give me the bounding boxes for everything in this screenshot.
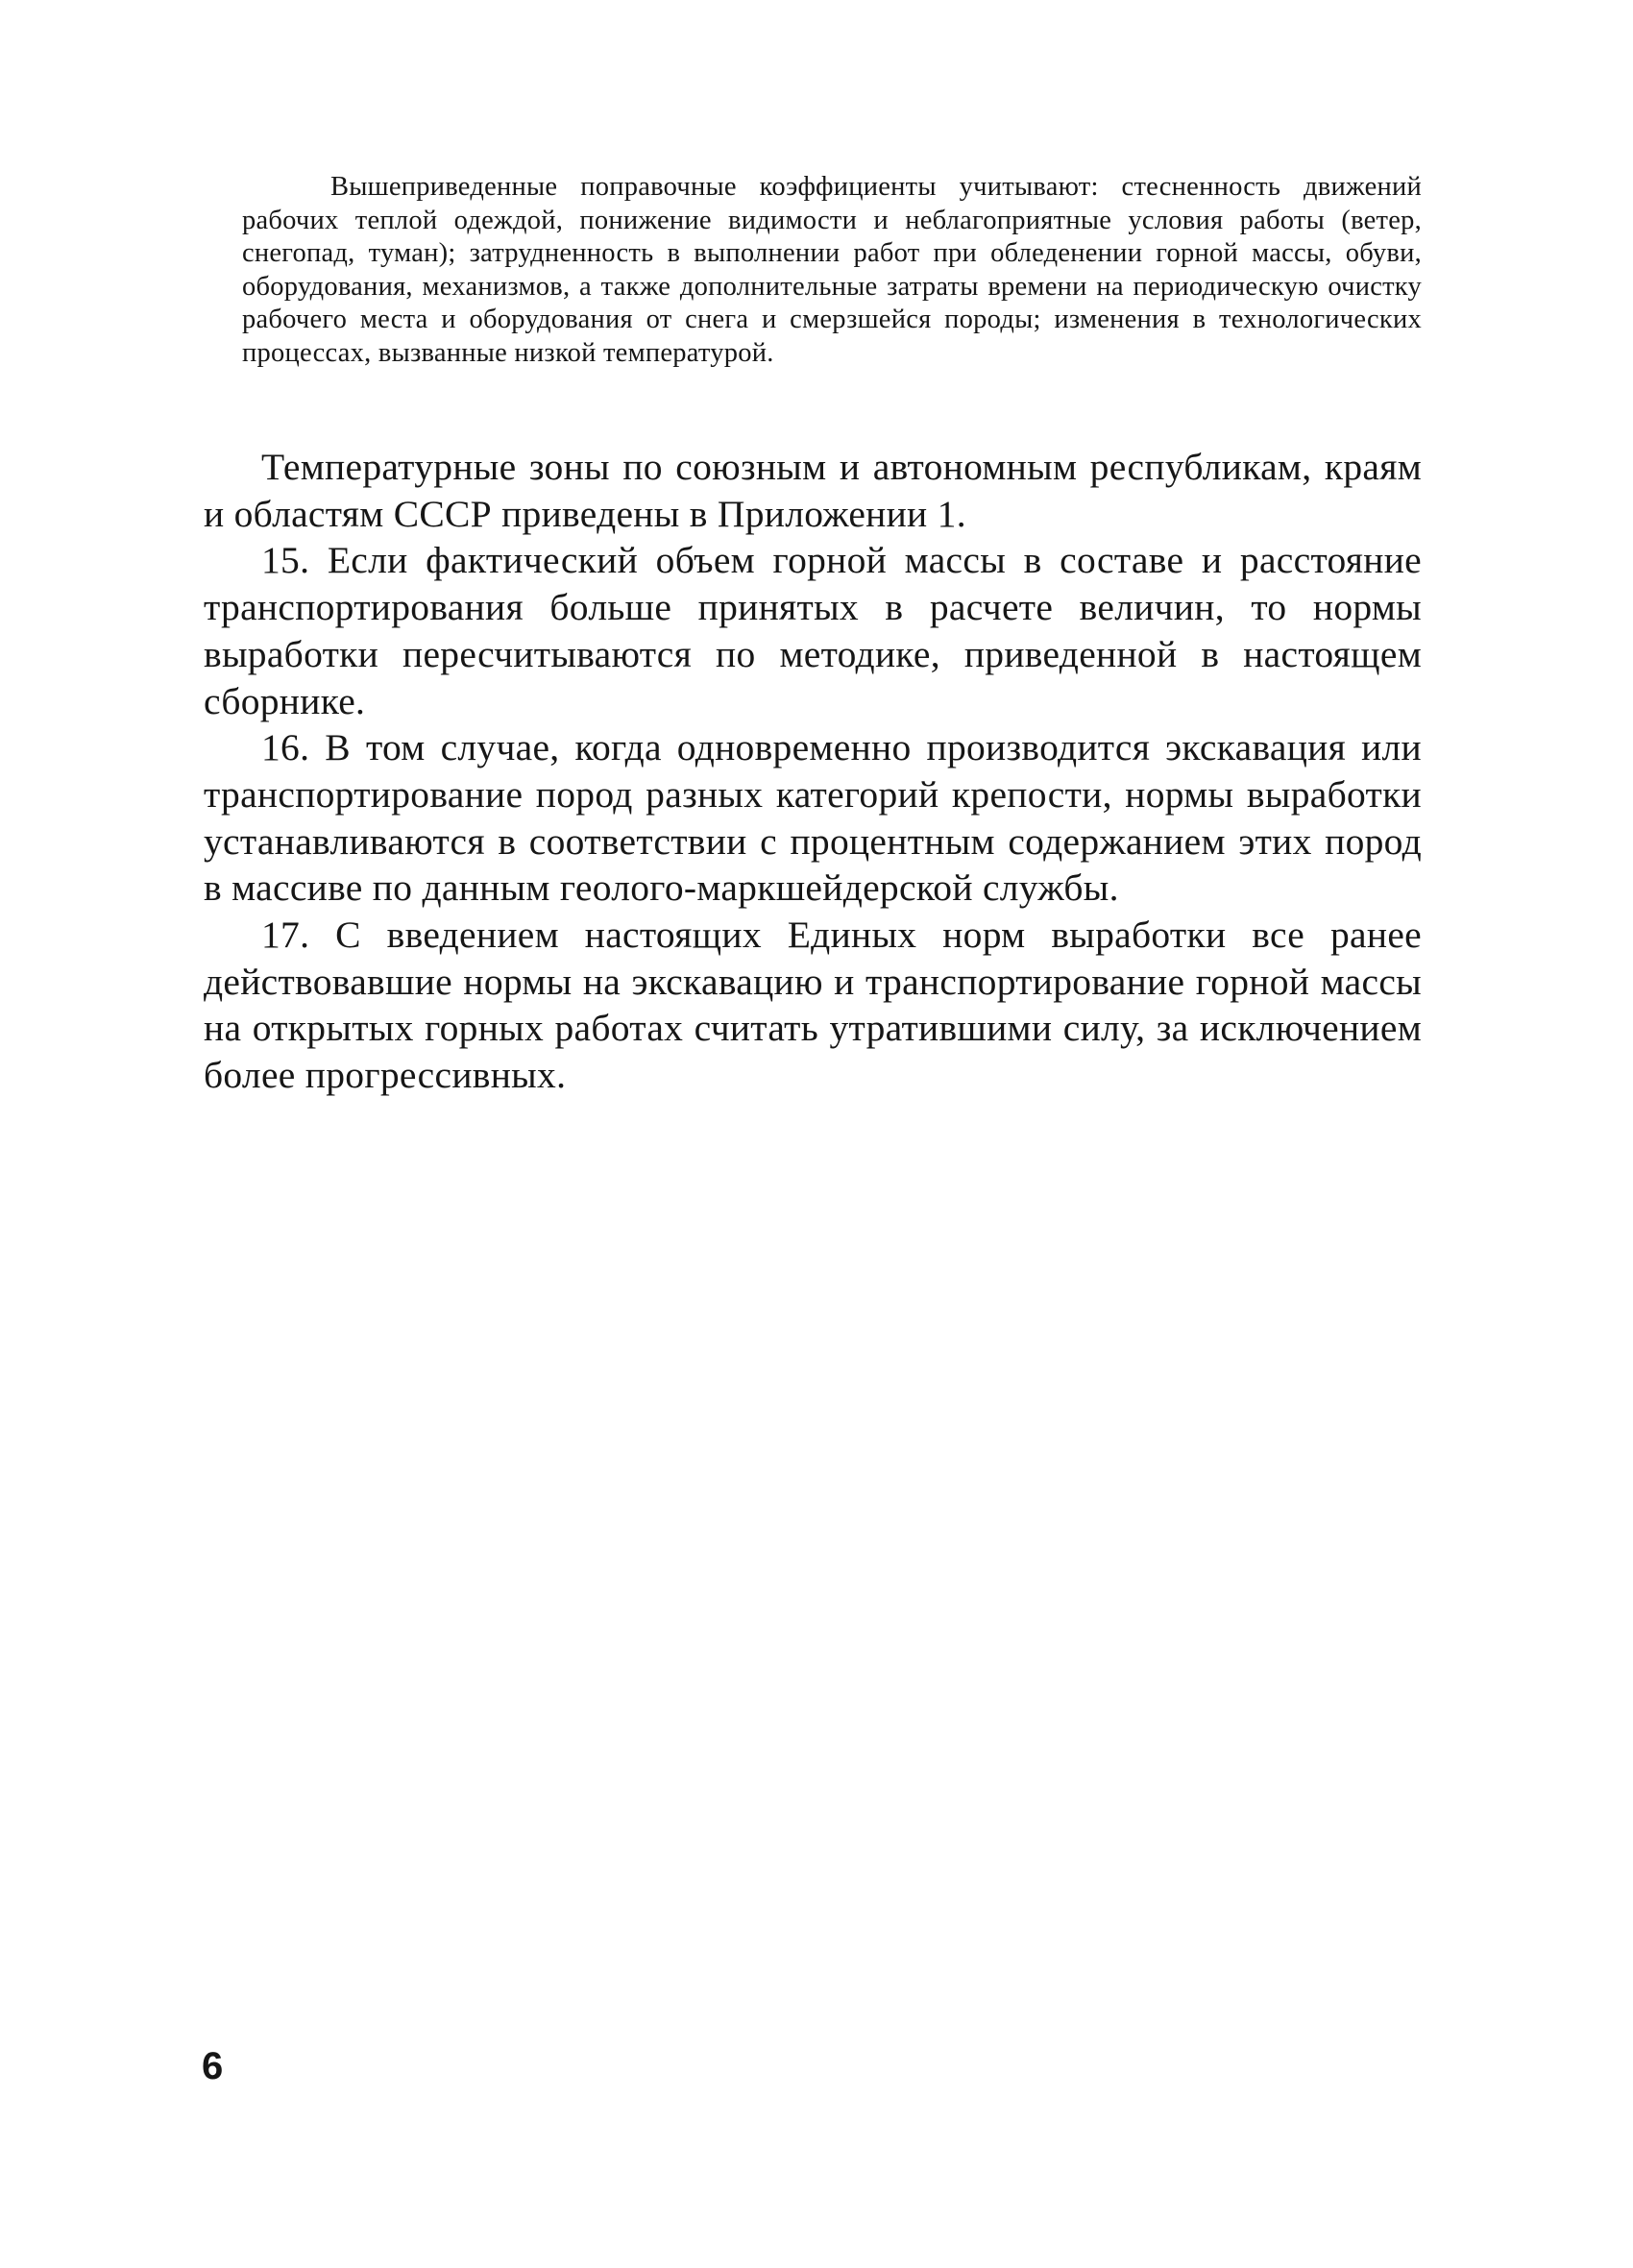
paragraph-16: 16. В том случае, когда одновременно производится экскавация или транспортирование пород разных категорий крепости, нормы выработки устанавливаются в соответствии с процентным содержанием этих пород в массиве по данным геолого-маркшейдерской службы.	[204, 726, 1422, 910]
paragraph-temperature-zones: Температурные зоны по союзным и автономным республикам, краям и областям СССР приведены в Приложении 1.	[204, 446, 1422, 535]
body-text	[204, 444, 1422, 1099]
paragraph-15: 15. Если фактический объем горной массы в составе и расстояние транспортирования больше принятых в расчете величин, то нормы выработки пересчитываются по методике, приведенной в настоящем сборнике.	[204, 539, 1422, 722]
coefficients-note: Вышеприведенные поправочные коэффициенты учитывают: стесненность движений рабочих теплой одеждой, понижение видимости и неблагоприятные условия работы (ветер, снегопад, туман); затрудненность в выполнении работ при обледенении горной массы, обуви, оборудования, механизмов, а также дополнительные затраты времени на периодическую очистку рабочего места и оборудования от снега и смерзшейся породы; изменения в технологических процессах, вызванные низкой температурой.	[242, 172, 1422, 368]
page-number: 6	[202, 2045, 224, 2087]
paragraph-17: 17. С введением настоящих Единых норм выработки все ранее действовавшие нормы на экскавацию и транспортирование горной массы на открытых горных работах считать утратившими силу, за исключением более прогрессивных.	[204, 914, 1422, 1097]
